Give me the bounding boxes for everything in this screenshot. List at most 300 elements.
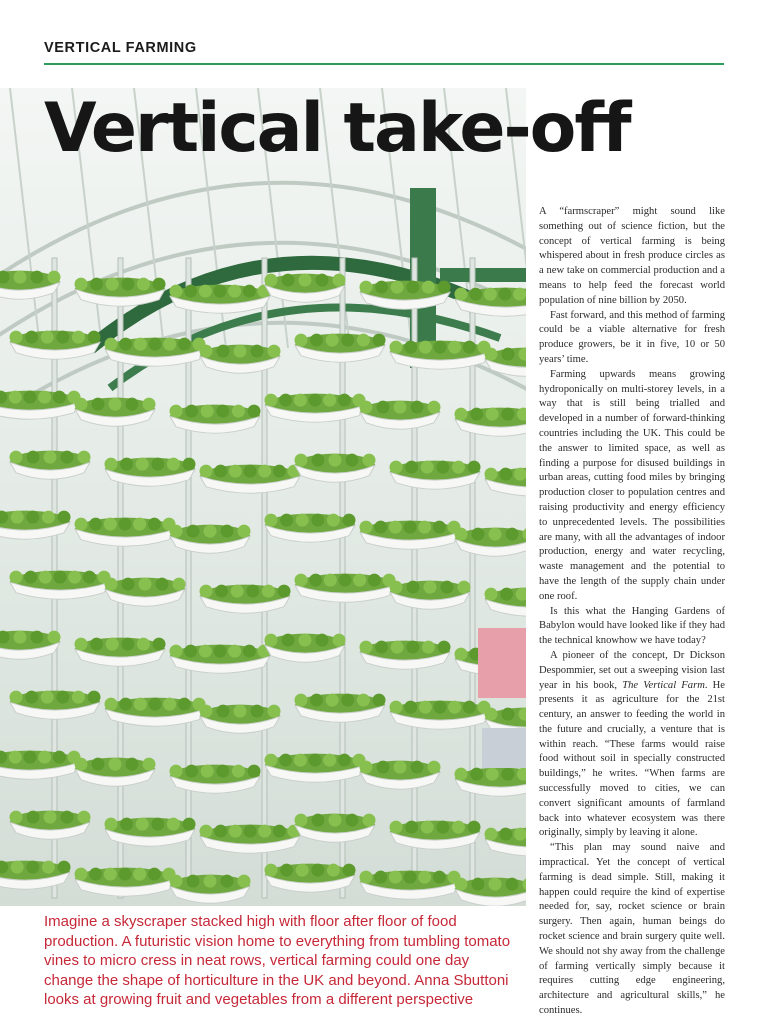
book-title: The Vertical Farm (622, 679, 705, 691)
lettuce-head (419, 341, 432, 354)
lettuce-head (489, 528, 502, 541)
lettuce-head (104, 518, 117, 531)
lettuce-head (200, 585, 213, 598)
lettuce-head (333, 274, 346, 287)
lettuce-head (148, 868, 161, 881)
lettuce-head (170, 875, 183, 888)
lettuce-head (448, 701, 461, 714)
lettuce-head (295, 694, 308, 707)
lettuce-head (405, 461, 418, 474)
lettuce-head (390, 701, 403, 714)
lettuce-head (41, 691, 54, 704)
lettuce-head (299, 634, 312, 647)
lettuce-head (280, 514, 293, 527)
lettuce-head (122, 578, 135, 591)
lettuce-head (258, 825, 271, 838)
lettuce-head (323, 754, 336, 767)
lettuce-head (406, 641, 419, 654)
lettuce-head (434, 341, 447, 354)
lettuce-head (248, 405, 261, 418)
lettuce-head (187, 525, 200, 538)
lettuce-head (163, 338, 176, 351)
lettuce-head (265, 394, 278, 407)
lettuce-head (199, 645, 212, 658)
lettuce-head (311, 514, 324, 527)
body-column (539, 205, 725, 1024)
lettuce-head (31, 271, 44, 284)
lettuce-head (295, 574, 308, 587)
lettuce-head (109, 398, 122, 411)
lettuce-head (506, 878, 519, 891)
lettuce-head (262, 585, 275, 598)
lettuce-head (418, 521, 431, 534)
lettuce-head (136, 818, 149, 831)
lettuce-head (170, 765, 183, 778)
lettuce-head (10, 691, 23, 704)
lettuce-head (309, 394, 322, 407)
lettuce-head (357, 694, 370, 707)
lettuce-head (421, 821, 434, 834)
lettuce-head (228, 645, 241, 658)
pioneer-text-after: . He presents it as agriculture for the 21st century, an answer to feeding the world in the future and crucially, a venture that is within reach. “These farms would raise food without soil in specially constructed buildings,” he writes. “When farms are successfully moved to cities, we can convert significant amounts of farmland back into whatever ecosystem was there originally, simply by leaving it alone. (539, 679, 725, 839)
lettuce-head (377, 761, 390, 774)
lettuce-head (279, 394, 292, 407)
lettuce-head (173, 578, 186, 591)
lettuce-head (295, 454, 308, 467)
lettuce-head (137, 638, 150, 651)
lettuce-head (499, 828, 512, 841)
lettuce-head (183, 458, 196, 471)
lettuce-head (56, 331, 69, 344)
lettuce-head (438, 281, 451, 294)
lettuce-head (499, 468, 512, 481)
lettuce-head (75, 518, 88, 531)
lettuce-head (201, 765, 214, 778)
lettuce-head (458, 581, 471, 594)
lettuce-head (61, 811, 74, 824)
lettuce-head (329, 814, 342, 827)
lettuce-head (360, 281, 373, 294)
lettuce-head (120, 818, 133, 831)
lettuce-head (279, 754, 292, 767)
lettuce-head (326, 694, 339, 707)
lettuce-head (25, 331, 38, 344)
lettuce-head (486, 768, 499, 781)
lettuce-head (244, 825, 257, 838)
lettuce-head (214, 285, 227, 298)
lettuce-head (500, 588, 513, 601)
lettuce-head (295, 814, 308, 827)
lettuce-head (58, 511, 71, 524)
lettuce-head (105, 458, 118, 471)
lettuce-head (92, 398, 105, 411)
lettuce-head (244, 465, 257, 478)
lettuce-head (455, 648, 468, 661)
lettuce-head (185, 405, 198, 418)
lettuce-head (61, 451, 74, 464)
headline: Vertical take-off (44, 89, 630, 168)
standfirst: Imagine a skyscraper stacked high with floor after floor of food production. A futuristic vision home to everything from tumbling tomato vines to micro cress in neat rows, vertical farming could one day change the shape of horticulture in the UK and beyond. Anna Sbuttoni looks at growing fruit and vegetables from a different perspective (44, 913, 511, 1009)
lettuce-head (248, 765, 261, 778)
lettuce-head (105, 578, 118, 591)
lettuce-head (38, 751, 51, 764)
lettuce-head (184, 285, 197, 298)
lettuce-head (106, 278, 119, 291)
lettuce-head (309, 574, 322, 587)
lettuce-head (251, 705, 264, 718)
lettuce-head (405, 821, 418, 834)
lettuce-head (470, 408, 483, 421)
lettuce-head (178, 698, 191, 711)
lettuce-head (232, 765, 245, 778)
lettuce-head (485, 588, 498, 601)
lettuce-head (178, 338, 191, 351)
lettuce-head (485, 468, 498, 481)
lettuce-head (327, 864, 340, 877)
lettuce-head (468, 461, 481, 474)
lettuce-head (357, 334, 370, 347)
lettuce-head (468, 821, 481, 834)
lettuce-head (463, 701, 476, 714)
lettuce-head (268, 345, 281, 358)
lettuce-head (25, 691, 38, 704)
lettuce-head (221, 525, 234, 538)
lettuce-head (258, 465, 271, 478)
lettuce-head (265, 864, 278, 877)
lettuce-head (419, 701, 432, 714)
lettuce-head (282, 274, 295, 287)
lettuce-head (105, 338, 118, 351)
lettuce-head (170, 285, 183, 298)
lettuce-head (104, 868, 117, 881)
lettuce-head (9, 751, 22, 764)
lettuce-head (433, 521, 446, 534)
lettuce-head (24, 571, 37, 584)
lettuce-head (278, 585, 291, 598)
lettuce-head (324, 574, 337, 587)
lettuce-head (360, 401, 373, 414)
lettuce-head (120, 458, 133, 471)
lettuce-head (24, 751, 37, 764)
lettuce-head (363, 814, 376, 827)
lettuce-head (42, 861, 55, 874)
lettuce-head (105, 818, 118, 831)
lettuce-head (200, 705, 213, 718)
lettuce-head (452, 821, 465, 834)
lettuce-head (421, 461, 434, 474)
lettuce-head (75, 638, 88, 651)
lettuce-head (360, 641, 373, 654)
lettuce-head (143, 398, 156, 411)
lettuce-head (153, 638, 166, 651)
lettuce-head (434, 701, 447, 714)
lettuce-head (455, 288, 468, 301)
lettuce-head (75, 398, 88, 411)
lettuce-head (484, 288, 497, 301)
lettuce-head (170, 525, 183, 538)
lettuce-head (14, 631, 27, 644)
lettuce-head (469, 288, 482, 301)
lettuce-head (200, 825, 213, 838)
lettuce-head (119, 868, 132, 881)
section-label: VERTICAL FARMING (44, 40, 197, 56)
lettuce-head (119, 338, 132, 351)
lettuce-head (214, 465, 227, 478)
lettuce-head (506, 528, 519, 541)
lettuce-head (119, 518, 132, 531)
lettuce-head (455, 878, 468, 891)
lettuce-head (295, 334, 308, 347)
lettuce-head (268, 705, 281, 718)
body-paragraph-1: A “farmscraper” might sound like something out of science fiction, but the concept of vertical farming is being whispered about in fresh produce circles as a new take on commercial production and a means to help feed the forecast world population of nine billion by 2050. (539, 206, 725, 306)
lettuce-head (296, 514, 309, 527)
lettuce-head (448, 341, 461, 354)
lettuce-head (53, 391, 66, 404)
lettuce-head (438, 641, 451, 654)
lettuce-head (216, 765, 229, 778)
lettuce-head (217, 705, 230, 718)
lettuce-head (78, 811, 91, 824)
lettuce-head (149, 338, 162, 351)
lettuce-head (204, 525, 217, 538)
lettuce-head (10, 811, 23, 824)
vertical-farm-photo (0, 88, 526, 906)
lettuce-head (404, 341, 417, 354)
lettuce-head (377, 401, 390, 414)
lettuce-head (72, 691, 85, 704)
lettuce-head (502, 708, 515, 721)
lettuce-head (368, 574, 381, 587)
lettuce-head (360, 871, 373, 884)
lettuce-head (11, 861, 24, 874)
lettuce-head (90, 278, 103, 291)
lettuce-head (126, 398, 139, 411)
lettuce-head (11, 511, 24, 524)
lettuce-head (485, 828, 498, 841)
lettuce-head (89, 868, 102, 881)
lettuce-head (201, 405, 214, 418)
lettuce-head (333, 634, 346, 647)
lettuce-head (200, 345, 213, 358)
lettuce-head (133, 868, 146, 881)
lettuce-head (26, 511, 39, 524)
lettuce-head (294, 754, 307, 767)
lettuce-head (441, 581, 454, 594)
lettuce-head (486, 408, 499, 421)
lettuce-head (31, 631, 44, 644)
lettuce-head (72, 331, 85, 344)
lettuce-head (472, 878, 485, 891)
lettuce-head (185, 765, 198, 778)
lettuce-head (42, 511, 55, 524)
lettuce-head (373, 694, 386, 707)
lettuce-head (24, 391, 37, 404)
lettuce-head (411, 761, 424, 774)
lettuce-head (316, 274, 329, 287)
lettuce-head (137, 278, 150, 291)
lettuce-head (136, 458, 149, 471)
lettuce-head (9, 391, 22, 404)
lettuce-head (513, 288, 526, 301)
body-paragraph-6: “This plan may sound naive and impractical. Yet the concept of vertical farming is dead simple. Still, making it happen could require the kind of expertise needed for, say, rocket science or brain surgery. Then again, human beings do rocket science and brain surgery quite well. We should not shy away from the challenge of farming vertically simply because it requires cutting edge engineering, architecture and agricultural skills,” he continues. (539, 842, 725, 1017)
lettuce-head (338, 754, 351, 767)
lettuce-head (214, 825, 227, 838)
lettuce-head (310, 694, 323, 707)
lettuce-head (296, 864, 309, 877)
lettuce-head (360, 521, 373, 534)
lettuce-head (312, 814, 325, 827)
lettuce-head (316, 634, 329, 647)
lettuce-head (187, 875, 200, 888)
lettuce-head (183, 818, 196, 831)
lettuce-head (48, 631, 61, 644)
lettuce-head (265, 274, 278, 287)
lettuce-head (404, 521, 417, 534)
lettuce-head (390, 581, 403, 594)
lettuce-head (89, 518, 102, 531)
lettuce-head (353, 574, 366, 587)
lettuce-head (360, 761, 373, 774)
lettuce-head (148, 518, 161, 531)
lettuce-head (156, 578, 169, 591)
lettuce-head (312, 454, 325, 467)
lettuce-head (501, 768, 514, 781)
lettuce-head (311, 864, 324, 877)
lettuce-head (27, 451, 40, 464)
lettuce-head (375, 641, 388, 654)
lettuce-head (105, 698, 118, 711)
lettuce-head (75, 868, 88, 881)
lettuce-head (273, 465, 286, 478)
lettuce-head (436, 461, 449, 474)
lettuce-head (374, 521, 387, 534)
lettuce-head (216, 405, 229, 418)
lettuce-head (265, 634, 278, 647)
lettuce-head (390, 821, 403, 834)
window-panel (482, 728, 526, 768)
lettuce-head (326, 334, 339, 347)
lettuce-head (238, 525, 251, 538)
lettuce-head (404, 701, 417, 714)
lettuce-head (407, 581, 420, 594)
lettuce-head (394, 401, 407, 414)
lettuce-head (428, 401, 441, 414)
lettuce-head (200, 465, 213, 478)
lettuce-head (58, 861, 71, 874)
lettuce-head (167, 458, 180, 471)
lettuce-head (485, 708, 498, 721)
lettuce-head (390, 341, 403, 354)
lettuce-head (170, 405, 183, 418)
section-rule (44, 63, 724, 65)
lettuce-head (26, 861, 39, 874)
lettuce-head (343, 864, 356, 877)
lettuce-head (489, 878, 502, 891)
lettuce-head (215, 585, 228, 598)
lettuce-head (502, 348, 515, 361)
lettuce-head (27, 811, 40, 824)
lettuce-head (404, 871, 417, 884)
lettuce-head (341, 334, 354, 347)
lettuce-head (329, 454, 342, 467)
lettuce-head (294, 394, 307, 407)
lettuce-head (39, 571, 52, 584)
lettuce-head (390, 461, 403, 474)
lettuce-head (346, 454, 359, 467)
lettuce-head (363, 454, 376, 467)
lettuce-head (139, 578, 152, 591)
lettuce-head (75, 278, 88, 291)
lettuce-head (153, 278, 166, 291)
lettuce-head (455, 408, 468, 421)
lettuce-head (149, 698, 162, 711)
lettuce-head (119, 698, 132, 711)
lettuce-head (499, 288, 512, 301)
lettuce-head (463, 341, 476, 354)
lettuce-head (418, 871, 431, 884)
lettuce-head (394, 761, 407, 774)
lettuce-head (133, 518, 146, 531)
lettuce-head (234, 705, 247, 718)
lettuce-head (310, 334, 323, 347)
pioneer-text-before: A pioneer of the concept, Dr Dickson Despommier, set out a sweeping vision last year in his book, (539, 649, 725, 691)
lettuce-head (455, 768, 468, 781)
lettuce-head (455, 528, 468, 541)
lettuce-head (338, 394, 351, 407)
lettuce-head (273, 825, 286, 838)
lettuce-head (10, 331, 23, 344)
lettuce-head (299, 274, 312, 287)
lettuce-head (134, 698, 147, 711)
red-panel (478, 628, 526, 698)
lettuce-head (373, 334, 386, 347)
lettuce-head (406, 281, 419, 294)
lettuce-head (14, 271, 27, 284)
lettuce-head (391, 641, 404, 654)
lettuce-head (41, 331, 54, 344)
lettuce-head (238, 875, 251, 888)
lettuce-head (323, 394, 336, 407)
lettuce-head (75, 758, 88, 771)
lettuce-head (217, 345, 230, 358)
lettuce-head (231, 585, 244, 598)
lettuce-head (452, 461, 465, 474)
lettuce-head (167, 818, 180, 831)
lettuce-head (88, 331, 101, 344)
lettuce-head (48, 271, 61, 284)
lettuce-head (163, 698, 176, 711)
lettuce-head (106, 638, 119, 651)
lettuce-head (204, 875, 217, 888)
lettuce-head (485, 348, 498, 361)
lettuce-head (472, 528, 485, 541)
body-paragraph-3: Farming upwards means growing hydroponically on multi-storey levels, in a way that is still being trialled and developed in a number of forward-thinking countries including the UK. This could be the answer to limited space, as well as finding a purpose for disused buildings in urban areas, cutting food miles by bringing production closer to population centres and raising productivity and energy efficiency to unprecedented levels. The possibilities are many, with all the advantages of indoor production, energy and water recycling, waste management and the potential to have the length of the supply chain under one roof. (539, 368, 725, 602)
lettuce-head (54, 571, 67, 584)
lettuce-head (327, 514, 340, 527)
lettuce-head (170, 645, 183, 658)
lettuce-head (88, 691, 101, 704)
lettuce-head (470, 768, 483, 781)
lettuce-head (391, 281, 404, 294)
lettuce-head (229, 825, 242, 838)
lettuce-head (126, 758, 139, 771)
lettuce-head (309, 754, 322, 767)
lettuce-head (411, 401, 424, 414)
lettuce-head (501, 408, 514, 421)
green-crossbeam (440, 268, 526, 282)
lettuce-head (228, 285, 241, 298)
lettuce-head (90, 638, 103, 651)
